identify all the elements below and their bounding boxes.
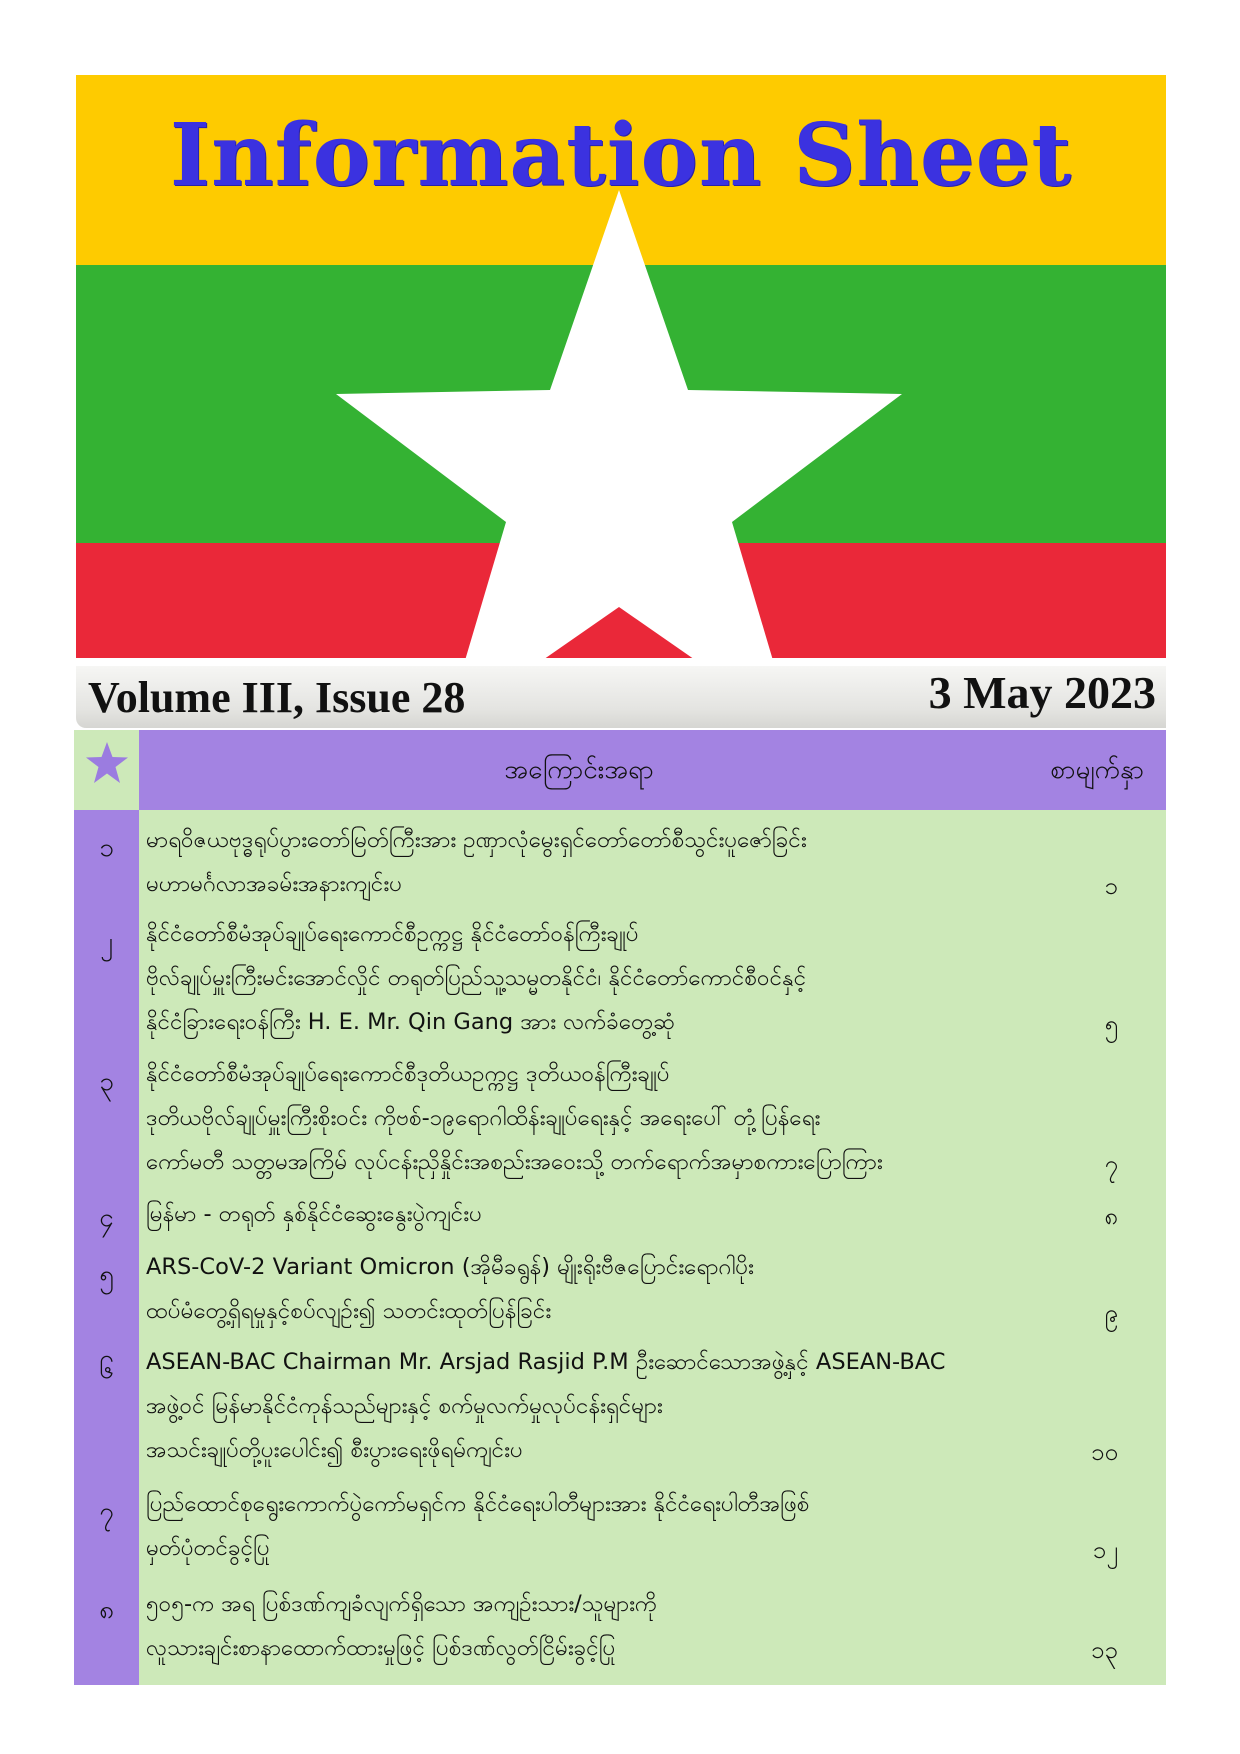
toc-entry-page: ၁၃ xyxy=(1091,1636,1118,1664)
toc-header-title: အကြောင်းအရာ xyxy=(504,755,654,785)
toc-entry-title xyxy=(146,1340,1046,1472)
toc-entry-line: ဗိုလ်ချုပ်မှူးကြီးမင်းအောင်လှိုင် တရုတ်ပြည်သူ့သမ္မတနိုင်ငံ၊ နိုင်ငံတော်ကောင်စီဝင်နှင့် xyxy=(146,965,807,991)
issue-date: 3 May 2023 xyxy=(928,667,1156,718)
toc-entry-line: ထပ်မံတွေ့ရှိရမှုနှင့်စပ်လျဉ်း၍ သတင်းထုတ်ပြန်ခြင်း xyxy=(146,1298,552,1324)
volume-issue: Volume III, Issue 28 xyxy=(88,673,466,722)
toc-entry-page: ၉ xyxy=(1104,1299,1118,1327)
toc-entry-line: နိုင်ငံခြားရေးဝန်ကြီး H. E. Mr. Qin Gang အား လက်ခံတွေ့ဆုံ xyxy=(146,1009,675,1035)
toc-entry-line: ARS-CoV-2 Variant Omicron (အိုမီခရွန်) မျိုးရိုးဗီဇပြောင်းရောဂါပိုး xyxy=(146,1254,754,1280)
toc-entry-page: ၈ xyxy=(1104,1202,1118,1230)
toc-entry-number: ၂ xyxy=(100,927,113,957)
toc-entry-line: အဖွဲ့ဝင် မြန်မာနိုင်ငံကုန်သည်များနှင့် စက်မှုလက်မှုလုပ်ငန်းရှင်များ xyxy=(146,1393,663,1419)
toc-entry-line: မြန်မာ - တရုတ် နှစ်နိုင်ငံဆွေးနွေးပွဲကျင်းပ xyxy=(146,1201,482,1227)
toc-entry-title xyxy=(146,912,1046,1044)
flag-cover xyxy=(76,75,1166,658)
toc-entry-title xyxy=(146,1052,1046,1184)
toc-entry-page: ၁၀ xyxy=(1091,1438,1118,1466)
toc-header xyxy=(139,730,1166,810)
toc-entry-page: ၇ xyxy=(1104,1150,1118,1178)
toc-entry-line: မဟာမင်္ဂလာအခမ်းအနားကျင်းပ xyxy=(146,871,402,897)
toc-entry-line: နိုင်ငံတော်စီမံအုပ်ချုပ်ရေးကောင်စီဒုတိယဥက္ကဋ္ဌ ဒုတိယဝန်ကြီးချုပ် xyxy=(146,1061,670,1087)
toc-entry-line: နိုင်ငံတော်စီမံအုပ်ချုပ်ရေးကောင်စီဥက္ကဋ္ဌ နိုင်ငံတော်ဝန်ကြီးချုပ် xyxy=(146,921,639,947)
toc-entry-number: ၄ xyxy=(99,1203,114,1233)
header-star-cell xyxy=(74,730,139,810)
toc-entry-line: အသင်းချုပ်တို့ပူးပေါင်း၍ စီးပွားရေးဖိုရမ်ကျင်းပ xyxy=(146,1437,523,1463)
toc-entry-title xyxy=(146,1192,1046,1236)
toc-entry-number: ၆ xyxy=(99,1355,114,1385)
toc-header-page: စာမျက်နှာ xyxy=(1050,755,1144,785)
issue-bar xyxy=(76,666,1166,728)
toc-entry-number: ၇ xyxy=(99,1497,114,1527)
toc-entry-number: ၈ xyxy=(99,1595,114,1625)
toc-entry-page: ၁၂ xyxy=(1092,1536,1118,1564)
toc-entry-line: လူသားချင်းစာနာထောက်ထားမှုဖြင့် ပြစ်ဒဏ်လွတ်ငြိမ်းခွင့်ပြု xyxy=(146,1635,616,1661)
toc-entry-page: ၅ xyxy=(1104,1010,1118,1038)
cover-title: Information Sheet xyxy=(169,105,1073,206)
star-icon xyxy=(84,740,130,786)
toc-entry-number: ၅ xyxy=(99,1260,114,1290)
toc-entry-page: ၁ xyxy=(1104,872,1118,900)
toc-entry-title xyxy=(146,1482,1046,1570)
table-of-contents xyxy=(74,730,1166,1685)
toc-entry-line: မှတ်ပုံတင်ခွင့်ပြု xyxy=(146,1535,270,1561)
toc-entry-title xyxy=(146,818,1046,906)
toc-entry-line: ၅၀၅-က အရ ပြစ်ဒဏ်ကျခံလျက်ရှိသော အကျဉ်းသား/သူများကို xyxy=(146,1591,657,1617)
toc-entry-number: ၃ xyxy=(99,1067,114,1097)
toc-entry-line: မာရဝိဇယဗုဒ္ဓရုပ်ပွားတော်မြတ်ကြီးအား ဥဏှာလုံမွေးရှင်တော်တော်စီသွင်းပူဇော်ခြင်း xyxy=(146,827,807,853)
toc-entry-line: ကော်မတီ သတ္တမအကြိမ် လုပ်ငန်းညှိနှိုင်းအစည်းအဝေးသို့ တက်ရောက်အမှာစကားပြောကြား xyxy=(146,1149,883,1175)
toc-entry-line: ဒုတိယဗိုလ်ချုပ်မှူးကြီးစိုးဝင်း ကိုဗစ်-၁၉ရောဂါထိန်းချုပ်ရေးနှင့် အရေးပေါ် တုံ့ပြန်ရေး xyxy=(146,1105,821,1131)
toc-entry-line: ASEAN-BAC Chairman Mr. Arsjad Rasjid P.M ဦးဆောင်သောအဖွဲ့နှင့် ASEAN-BAC xyxy=(146,1349,946,1375)
toc-entry-line: ပြည်ထောင်စုရွေးကောက်ပွဲကော်မရှင်က နိုင်ငံရေးပါတီများအား နိုင်ငံရေးပါတီအဖြစ် xyxy=(146,1491,810,1517)
toc-entry-title xyxy=(146,1245,1046,1333)
toc-entry-title xyxy=(146,1582,1046,1670)
toc-entry-number: ၁ xyxy=(99,833,114,863)
